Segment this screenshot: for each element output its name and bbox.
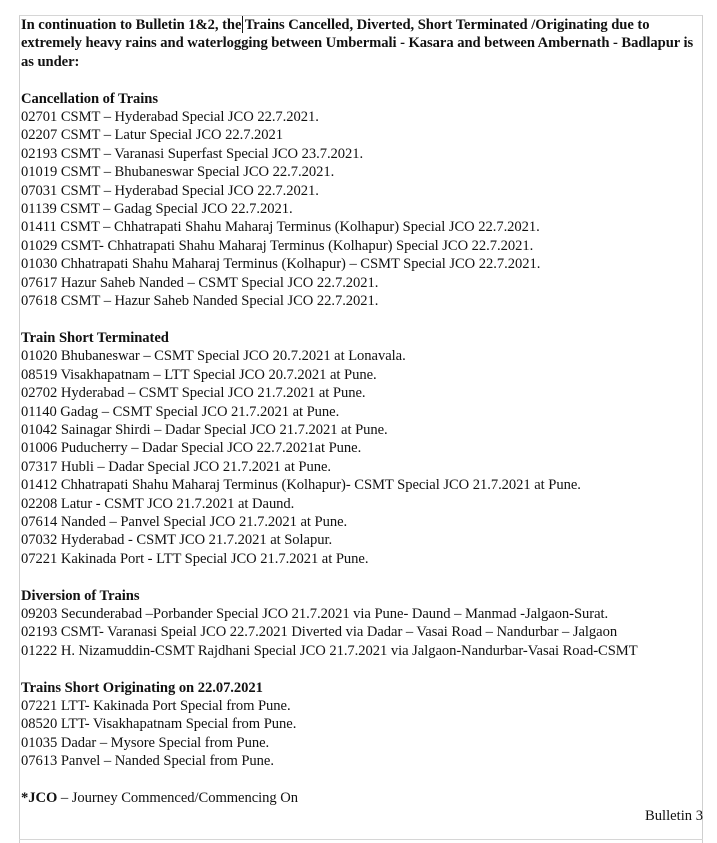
train-entry: 01411 CSMT – Chhatrapati Shahu Maharaj Terminus (Kolhapur) Special JCO 22.7.2021. bbox=[21, 219, 540, 236]
intro-paragraph: In continuation to Bulletin 1&2, the Trains Cancelled, Diverted, Short Terminated /Originating due to extremely heavy rains and waterlogging between Umbermali - Kasara and between Ambernath - Badlapur is as under: bbox=[21, 17, 694, 70]
train-entry: 07614 Nanded – Panvel Special JCO 21.7.2021 at Pune. bbox=[21, 513, 348, 530]
train-entry: 02193 CSMT- Varanasi Speial JCO 22.7.2021 Diverted via Dadar – Vasai Road – Nandurbar – Jalgaon bbox=[21, 624, 618, 641]
page-bottom-rule bbox=[19, 839, 703, 840]
train-entry: 08519 Visakhapatnam – LTT Special JCO 20.7.2021 at Pune. bbox=[21, 366, 377, 383]
spacer bbox=[21, 568, 705, 586]
train-entry: 02207 CSMT – Latur Special JCO 22.7.2021 bbox=[21, 127, 284, 144]
short-originating-list bbox=[21, 697, 705, 771]
cancellation-title: Cancellation of Trains bbox=[21, 90, 159, 107]
train-entry: 09203 Secunderabad –Porbander Special JCO 21.7.2021 via Pune- Daund – Manmad -Jalgaon-Surat. bbox=[21, 605, 609, 622]
train-entry: 02193 CSMT – Varanasi Superfast Special JCO 23.7.2021. bbox=[21, 145, 364, 162]
train-entry: 01019 CSMT – Bhubaneswar Special JCO 22.7.2021. bbox=[21, 164, 335, 181]
jco-note bbox=[21, 789, 705, 807]
train-entry: 07221 Kakinada Port - LTT Special JCO 21.7.2021 at Pune. bbox=[21, 550, 369, 567]
jco-term: *JCO bbox=[21, 789, 58, 806]
train-entry: 01140 Gadag – CSMT Special JCO 21.7.2021 at Pune. bbox=[21, 403, 340, 420]
bulletin-footer: Bulletin 3 bbox=[645, 808, 703, 824]
cancellation-section bbox=[21, 90, 705, 311]
cancellation-list bbox=[21, 108, 705, 310]
train-entry: 01042 Sainagar Shirdi – Dadar Special JCO 21.7.2021 at Pune. bbox=[21, 421, 388, 438]
bulletin-content bbox=[21, 16, 705, 807]
train-entry: 01222 H. Nizamuddin-CSMT Rajdhani Special JCO 21.7.2021 via Jalgaon-Nandurbar-Vasai Road-CSMT bbox=[21, 642, 638, 659]
spacer bbox=[21, 660, 705, 678]
diversion-title: Diversion of Trains bbox=[21, 587, 140, 604]
train-entry: 02701 CSMT – Hyderabad Special JCO 22.7.2021. bbox=[21, 109, 319, 126]
spacer bbox=[21, 310, 705, 328]
spacer bbox=[21, 71, 705, 89]
train-entry: 01006 Puducherry – Dadar Special JCO 22.7.2021at Pune. bbox=[21, 440, 362, 457]
spacer bbox=[21, 771, 705, 789]
diversion-section bbox=[21, 587, 705, 661]
train-entry: 07618 CSMT – Hazur Saheb Nanded Special JCO 22.7.2021. bbox=[21, 293, 379, 310]
short-originating-section bbox=[21, 679, 705, 771]
train-entry: 07032 Hyderabad - CSMT JCO 21.7.2021 at Solapur. bbox=[21, 532, 333, 549]
jco-definition: – Journey Commenced/Commencing On bbox=[57, 789, 298, 806]
train-entry: 02208 Latur - CSMT JCO 21.7.2021 at Daund. bbox=[21, 495, 295, 512]
train-entry: 08520 LTT- Visakhapatnam Special from Pune. bbox=[21, 716, 297, 733]
train-entry: 07317 Hubli – Dadar Special JCO 21.7.2021 at Pune. bbox=[21, 458, 332, 475]
train-entry: 01412 Chhatrapati Shahu Maharaj Terminus (Kolhapur)- CSMT Special JCO 21.7.2021 at Pune. bbox=[21, 477, 581, 494]
train-entry: 02702 Hyderabad – CSMT Special JCO 21.7.2021 at Pune. bbox=[21, 385, 366, 402]
train-entry: 01029 CSMT- Chhatrapati Shahu Maharaj Terminus (Kolhapur) Special JCO 22.7.2021. bbox=[21, 237, 534, 254]
train-entry: 07613 Panvel – Nanded Special from Pune. bbox=[21, 753, 274, 770]
train-entry: 01139 CSMT – Gadag Special JCO 22.7.2021. bbox=[21, 201, 293, 218]
short-terminated-list bbox=[21, 347, 705, 568]
short-terminated-title: Train Short Terminated bbox=[21, 329, 169, 346]
short-terminated-section bbox=[21, 329, 705, 568]
train-entry: 01035 Dadar – Mysore Special from Pune. bbox=[21, 734, 270, 751]
train-entry: 01030 Chhatrapati Shahu Maharaj Terminus (Kolhapur) – CSMT Special JCO 22.7.2021. bbox=[21, 256, 541, 273]
train-entry: 01020 Bhubaneswar – CSMT Special JCO 20.7.2021 at Lonavala. bbox=[21, 348, 406, 365]
train-entry: 07617 Hazur Saheb Nanded – CSMT Special JCO 22.7.2021. bbox=[21, 274, 379, 291]
short-originating-title: Trains Short Originating on 22.07.2021 bbox=[21, 679, 263, 696]
train-entry: 07221 LTT- Kakinada Port Special from Pune. bbox=[21, 697, 291, 714]
diversion-list bbox=[21, 605, 705, 660]
train-entry: 07031 CSMT – Hyderabad Special JCO 22.7.2021. bbox=[21, 182, 319, 199]
